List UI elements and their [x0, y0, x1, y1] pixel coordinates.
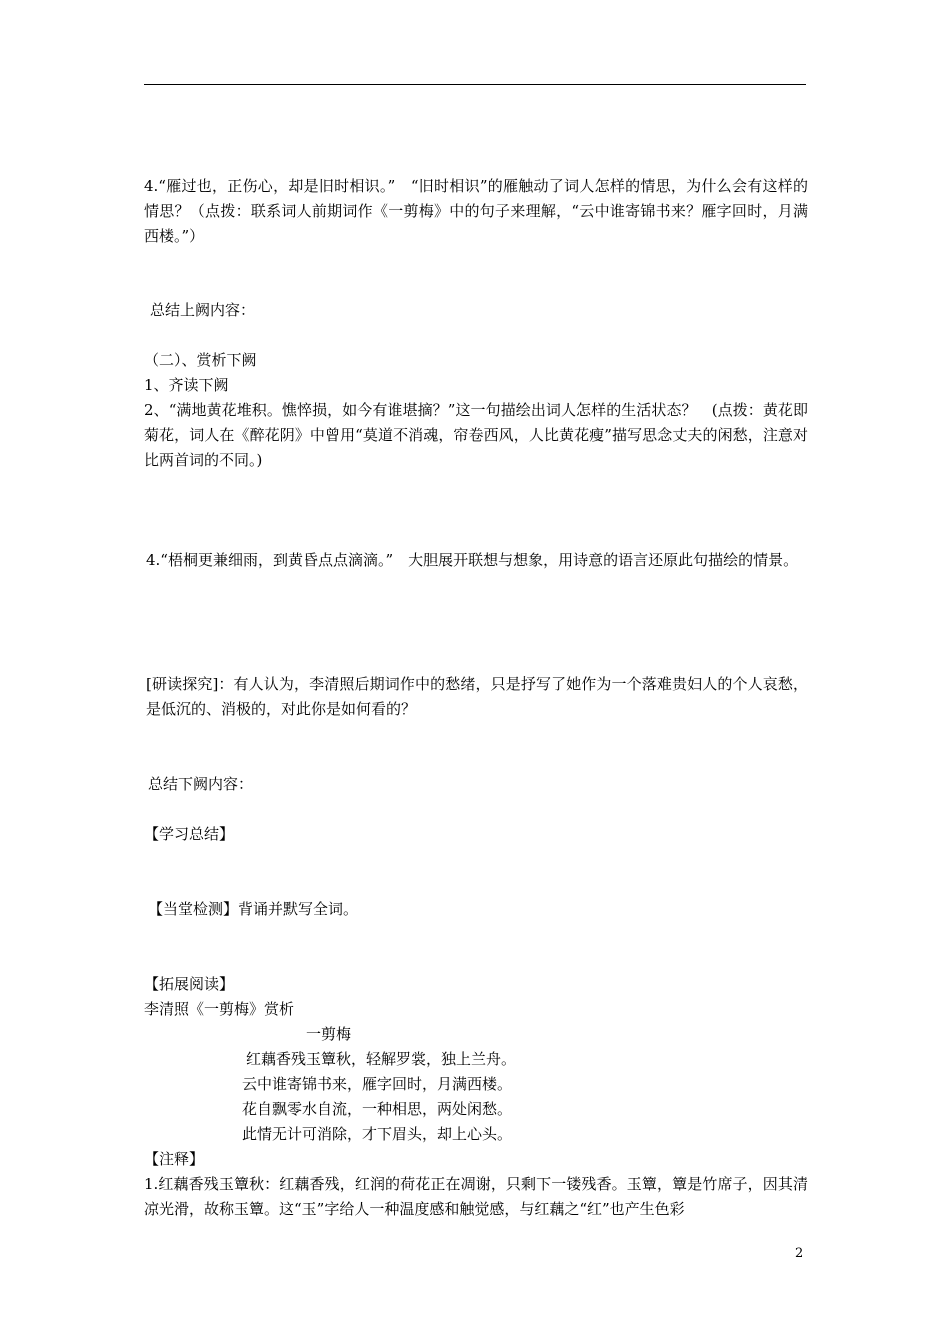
notes-heading: 【注释】 — [144, 1150, 205, 1168]
extended-reading-heading: 【拓展阅读】 — [144, 975, 235, 993]
item-1: 1、齐读下阙 — [144, 376, 229, 394]
poem-line: 云中谁寄锦书来，雁字回时，月满西楼。 — [242, 1075, 513, 1093]
poem-title: 一剪梅 — [306, 1025, 352, 1043]
study-summary-heading: 【学习总结】 — [144, 825, 235, 843]
question-4-yan: 4.“雁过也，正伤心，却是旧时相识。” “旧时相识”的雁触动了词人怎样的情思，为什么会有这样的情思？（点拨：联系词人前期词作《一剪梅》中的句子来理解，“云中谁寄锦书来？雁字回时，月满西楼。”） — [144, 177, 808, 245]
note-1: 1.红藕香残玉簟秋：红藕香残，红润的荷花正在凋谢，只剩下一镂残香。玉簟，簟是竹席子，因其清凉光滑，故称玉簟。这“玉”字给人一种温度感和触觉感，与红藕之“红”也产生色彩 — [144, 1175, 808, 1218]
poem-line: 花自飘零水自流，一种相思，两处闲愁。 — [242, 1100, 513, 1118]
poem-line: 红藕香残玉簟秋，轻解罗裳，独上兰舟。 — [246, 1050, 517, 1068]
page-number: 2 — [795, 1246, 804, 1261]
summary-lower: 总结下阙内容： — [148, 775, 254, 793]
question-4-wutong: 4.“梧桐更兼细雨，到黄昏点点滴滴。” 大胆展开联想与想象，用诗意的语言还原此句描绘的情景。 — [146, 551, 799, 569]
header-rule — [144, 84, 806, 85]
research-inquiry: [研读探究]：有人认为，李清照后期词作中的愁绪，只是抒写了她作为一个落难贵妇人的个人哀愁，是低沉的、消极的，对此你是如何看的？ — [146, 675, 808, 718]
appreciation-title: 李清照《一剪梅》赏析 — [144, 1000, 295, 1018]
summary-upper: 总结上阙内容： — [150, 301, 256, 319]
section-two-heading: （二）、赏析下阙 — [144, 351, 257, 369]
class-test: 【当堂检测】背诵并默写全词。 — [148, 900, 359, 918]
poem-line: 此情无计可消除，才下眉头，却上心头。 — [242, 1125, 513, 1143]
item-2: 2、“满地黄花堆积。憔悴损，如今有谁堪摘？”这一句描绘出词人怎样的生活状态？ (点拨：黄花即菊花，词人在《醉花阴》中曾用“莫道不消魂，帘卷西风，人比黄花瘦”描写思念丈夫的闲愁，注意对比两首词的不同。) — [144, 401, 808, 469]
